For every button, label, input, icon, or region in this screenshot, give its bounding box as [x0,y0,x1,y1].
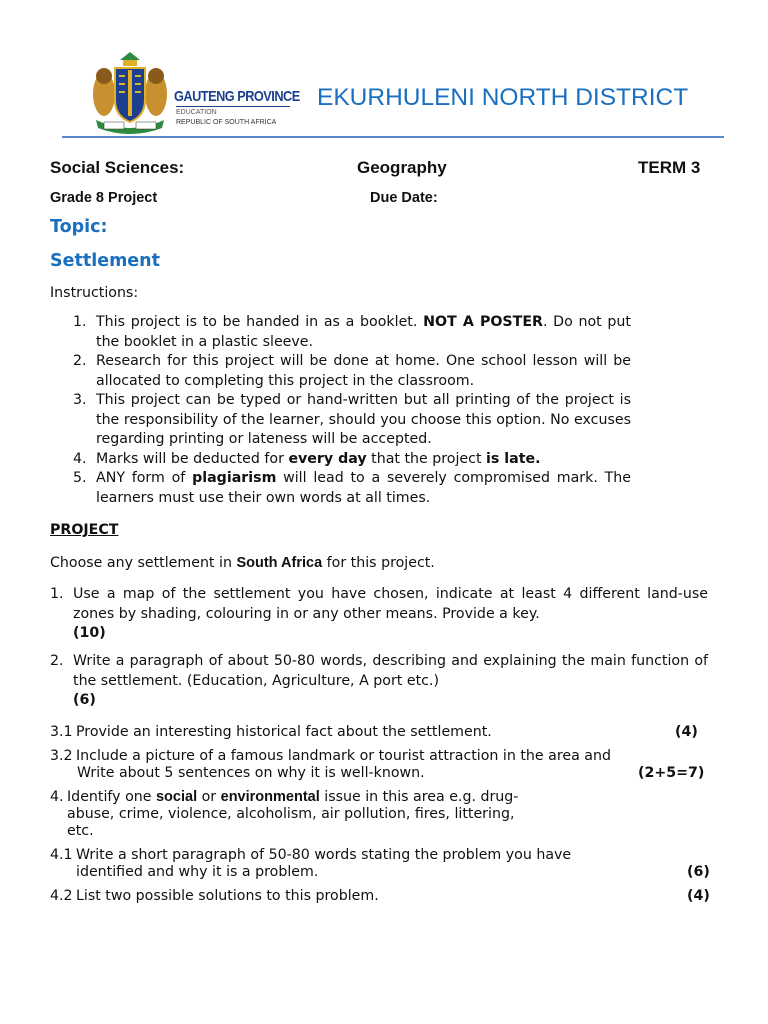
logo-divider [176,106,290,107]
logo-province-name: GAUTENG PROVINCE [174,88,300,105]
question-text: or [197,789,221,805]
question-text: Write about 5 sentences on why it is well-known. [77,765,425,781]
question-number: 3.2 [50,748,73,764]
list-item [73,391,631,450]
issue-type: social [155,789,198,805]
list-item [73,450,631,470]
item-text: Marks will be deducted for [96,451,289,467]
item-number: 2. [73,353,87,369]
logo-country: REPUBLIC OF SOUTH AFRICA [176,119,277,126]
question-number: 1. [50,586,64,602]
question-number: 2. [50,653,64,669]
item-emphasis: every day [288,451,367,467]
issue-type: environmental [220,789,320,805]
list-item [73,313,631,352]
gauteng-coat-of-arms-logo [90,50,170,134]
question-4-2 [50,887,712,907]
subject-label: Social Sciences: [50,158,185,177]
item-number: 1. [73,314,87,330]
question-number: 4. [50,789,64,805]
district-title: EKURHULENI NORTH DISTRICT [317,84,689,111]
question-text: List two possible solutions to this problem. [76,888,379,904]
text: Choose any settlement in [50,555,237,571]
question-text: Use a map of the settlement you have chosen, indicate at least 4 different land-use zones by shading, colouring in or any other means. Provide a key. [73,586,708,622]
list-item [73,469,631,508]
question-text: Provide an interesting historical fact about the settlement. [76,724,492,740]
item-number: 3. [73,392,87,408]
question-number: 4.2 [50,888,73,904]
question-3-2 [50,748,712,781]
question-text: issue in this area e.g. drug- [319,789,519,805]
question-marks: (6) [73,692,96,708]
question-1 [50,585,708,644]
item-text: . Do not put the booklet in a plastic sleeve. [96,314,631,350]
country-name: South Africa [236,555,323,571]
question-number: 4.1 [50,847,73,863]
item-text: This project can be typed or hand-written but all printing of the project is the responsibility of the learner, should you choose this option. No excuses regarding printing or lateness will be accepted. [96,392,631,447]
question-2 [50,652,708,711]
item-emphasis: NOT A POSTER [423,314,543,330]
question-3-1 [50,723,710,743]
question-text: Include a picture of a famous landmark or tourist attraction in the area and [76,748,612,764]
item-number: 4. [73,451,87,467]
question-marks: (4) [687,888,710,904]
question-text: Write a paragraph of about 50-80 words, describing and explaining the main function of the settlement. (Education, Agriculture, A port etc.) [73,653,708,689]
grade-label: Grade 8 Project [50,190,158,206]
question-text: etc. [67,823,94,839]
item-text: This project is to be handed in as a booklet. [96,314,424,330]
instructions-label: Instructions: [50,285,139,301]
logo-department: EDUCATION [176,109,217,116]
item-number: 5. [73,470,87,486]
topic-label: Topic: [50,217,108,237]
topic-title: Settlement [50,251,160,271]
choose-settlement-text [50,554,435,574]
question-4 [50,789,610,839]
question-marks: (6) [687,864,710,880]
item-text: ANY form of [96,470,193,486]
question-marks: (4) [675,724,698,740]
project-heading: PROJECT [50,522,119,538]
question-number: 3.1 [50,724,73,740]
question-text: Write a short paragraph of 50-80 words stating the problem you have [76,847,572,863]
list-item [73,352,631,391]
question-text: abuse, crime, violence, alcoholism, air pollution, fires, littering, [67,806,515,822]
item-text: that the project [366,451,487,467]
question-text: Identify one [67,789,156,805]
header-rule [62,136,724,138]
item-text: Research for this project will be done at home. One school lesson will be allocated to completing this project in the classroom. [96,353,631,389]
due-date-label: Due Date: [370,190,438,206]
question-text: identified and why it is a problem. [76,864,319,880]
item-emphasis: plagiarism [192,470,277,486]
subject-name: Geography [357,158,447,177]
question-marks: (10) [73,625,106,641]
item-text: will lead to a severely compromised mark. The learners must use their own words at all times. [96,470,631,506]
question-4-1 [50,847,712,880]
term-label: TERM 3 [638,158,701,177]
question-marks: (2+5=7) [638,765,705,781]
text: for this project. [322,555,435,571]
item-emphasis: is late. [486,451,541,467]
